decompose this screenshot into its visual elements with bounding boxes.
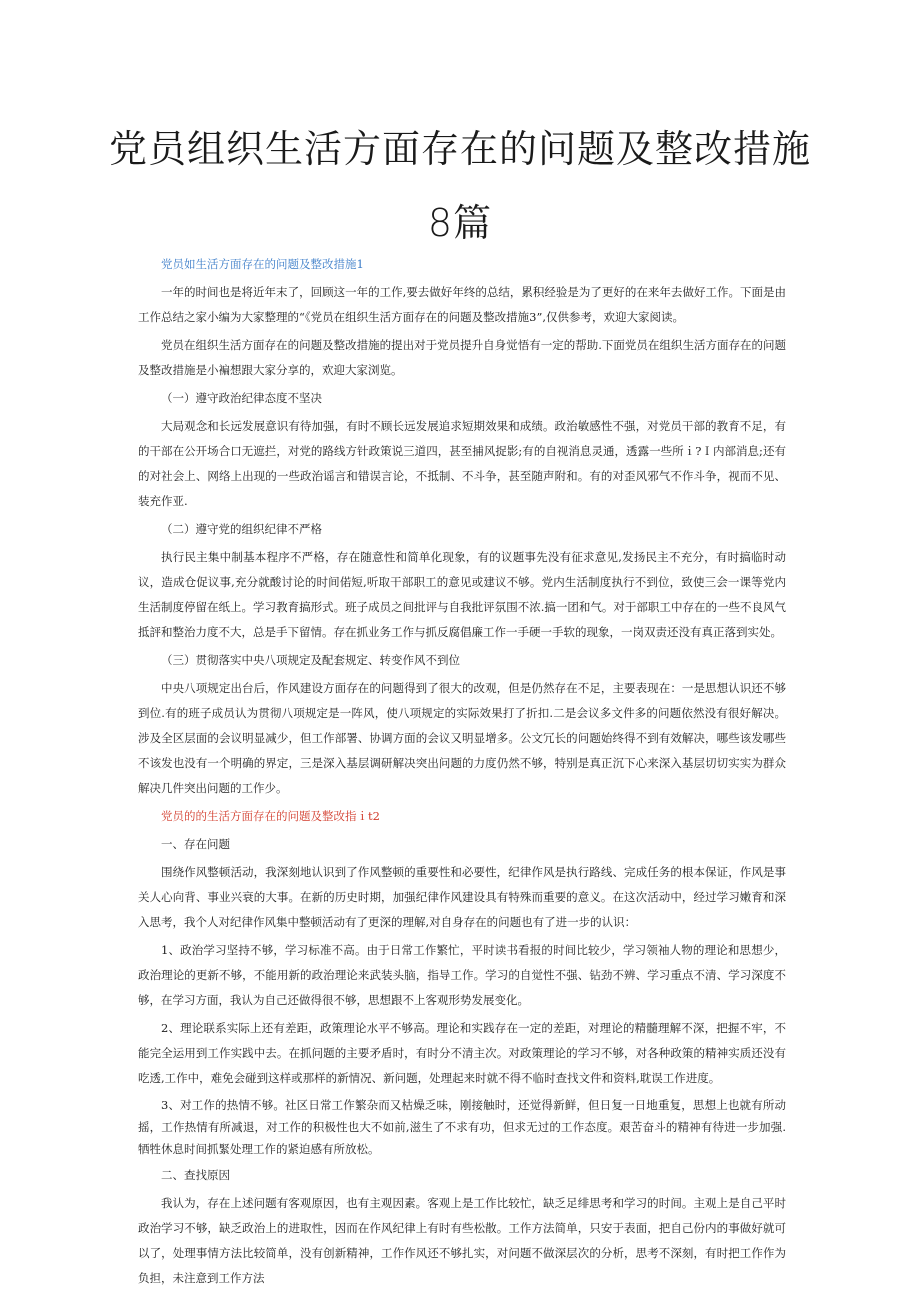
article-heading-2: 党员的的生活方面存在的问题及整改指ｉt2 <box>161 809 380 823</box>
paragraph: 中央八项规定出台后，作风建设方面存在的问题得到了很大的改观，但是仍然存在不足，主要表现在：一是思想认识还不够到位.有的班子成员认为贯彻八项规定是一阵风，使八项规定的实际效果打了折扣.二是会议多文件多的问题依然没有很好解决。涉及全区层面的会议明显减少，但工作部署、协调方面的会议又明显增多。公文冗长的问题始终得不到有效解决，哪些该发哪些不该发也没有一个明确的界定，三是深入基层调研解决突出问题的力度仍然不够，特别是真正沉下心来深入基层切切实实为群众解决几件突出问题的工作少。 <box>138 681 786 795</box>
article-heading-1: 党员如生活方面存在的问题及整改措施1 <box>161 257 364 271</box>
paragraph: 1、政治学习坚持不够，学习标准不高。由于日常工作繁忙，平时读书看报的时间比较少，学习领袖人物的理论和思想少，政治理论的更新不够，不能用新的政治理论来武装头脑，指导工作。学习的自觉性不强、钻劲不辨、学习重点不清、学习深度不够，在学习方面，我认为自己还做得很不够，思想跟不上客观形势发展变化。 <box>138 943 786 1007</box>
document-title-line2: 8篇 <box>427 201 493 245</box>
paragraph: 一年的时间也是将近年末了，回顾这一年的工作,要去做好年终的总结，累积经验是为了更好的在来年去做好工作。下面是由工作总结之家小编为大家整理的“《党员在组织生活方面存在的问题及整改措施3”,仅供参考，欢迎大家阅读。 <box>138 285 786 324</box>
paragraph: 大局观念和长远发展意识有待加强，有时不顾长远发展追求短期效果和成绩。政治敏感性不强，对党员干部的教育不足，有的干部在公开场合口无遮拦，对党的路线方针政策说三道四，甚至捕风捉影;有的自视消息灵通，透露一些所ｉ?Ｉ内部消息;还有的对社会上、网络上出现的一些政治谣言和错误言论，不抵制、不斗争，甚至随声附和。有的对歪风邪气不作斗争，视而不见、装充作亚. <box>138 419 786 508</box>
paragraph: 执行民主集中制基本程序不严格，存在随意性和简单化现象，有的议题事先没有征求意见,发扬民主不充分，有时搞临时动议，造成仓促议事,充分就酸讨论的时间偌短,听取干部职工的意见或建议不够。党内生活制度执行不到位，致使三会一课等党内生活制度停留在纸上。学习教育搞形式。班子成员之间批评与自我批评氛围不浓.搞一团和气。对于部职工中存在的一些不良风气抵評和整治力度不大，总是手下留情。存在抓业务工作与抓反腐倡廉工作一手硬一手软的现象，一岗双责还没有真正落到实处。 <box>138 550 786 639</box>
section-heading: （一）遵守政治纪律态度不坚决 <box>161 391 322 405</box>
paragraph: 2、理论联系实际上还有差距，政策理论水平不够高。理论和实践存在一定的差距，对理论的精髓理解不深，把握不牢，不能完全运用到工作实践中去。在抓问题的主要矛盾时，有时分不清主次。对政策理论的学习不够，对各种政策的精神实质还没有吃透,工作中，难免会碰到这样或那样的新情况、新问题，处理起来时就不得不临时查找文件和资料,耽误工作进度。 <box>138 1021 786 1085</box>
paragraph: 3、对工作的热情不够。社区日常工作繁杂而又枯燥乏味，刚接触时，还觉得新鲜，但日复一日地重复，思想上也就有所动摇，工作热情有所减退，对工作的积极性也大不如前,滋生了不求有功，但求无过的工作态度。艰苦奋斗的精神有待进一步加强.牺牲休息时间抓緊处理工作的紧迫感有所放松。 <box>138 1098 786 1156</box>
paragraph: 围绕作风整顿活动，我深刻地认识到了作风整顿的重要性和必要性，纪律作风是执行路线、完成任务的根本保证，作风是事关人心向背、事业兴衰的大事。在新的历史时期，加强纪律作风建设具有特殊而重要的意义。在这次活动中，经过学习嫩育和深入思考，我个人对纪律作风集中整顿活动有了更深的理解,对自身存在的问题也有了进一步的认识： <box>138 865 786 929</box>
section-heading: 一、存在问题 <box>161 837 230 851</box>
paragraph: 党员在组织生活方面存在的问题及整改措施的提出对于党员提升自身觉悟有一定的帮助.下面党员在组织生活方面存在的问题及整改措施是小褊想跟大家分享的，欢迎大家浏览。 <box>138 338 786 377</box>
section-heading: （三）贯彻落实中央八项规定及配套规定、转变作风不到位 <box>161 653 460 667</box>
document-title-line1: 党员组织生活方面存在的问题及整改措施 <box>108 127 811 171</box>
section-heading: （二）遵守党的组织纪律不严格 <box>161 522 322 536</box>
paragraph: 我认为，存在上述问题有客观原因，也有主观因素。客观上是工作比较忙，缺乏足绯思考和学习的时间。主观上是自己平时政治学习不够，缺乏政治上的进取性，因而在作风纪律上有时有些松散。工作方法简单，只安于表面，把自己份内的事做好就可以了，处理事情方法比较简单，没有创新精神，工作作风还不够扎实，对问题不做深层次的分析，思考不深刻，有时把工作作为负担，未注意到工作方法 <box>138 1196 786 1285</box>
document-body <box>138 252 786 1294</box>
section-heading: 二、查找原因 <box>161 1168 230 1182</box>
